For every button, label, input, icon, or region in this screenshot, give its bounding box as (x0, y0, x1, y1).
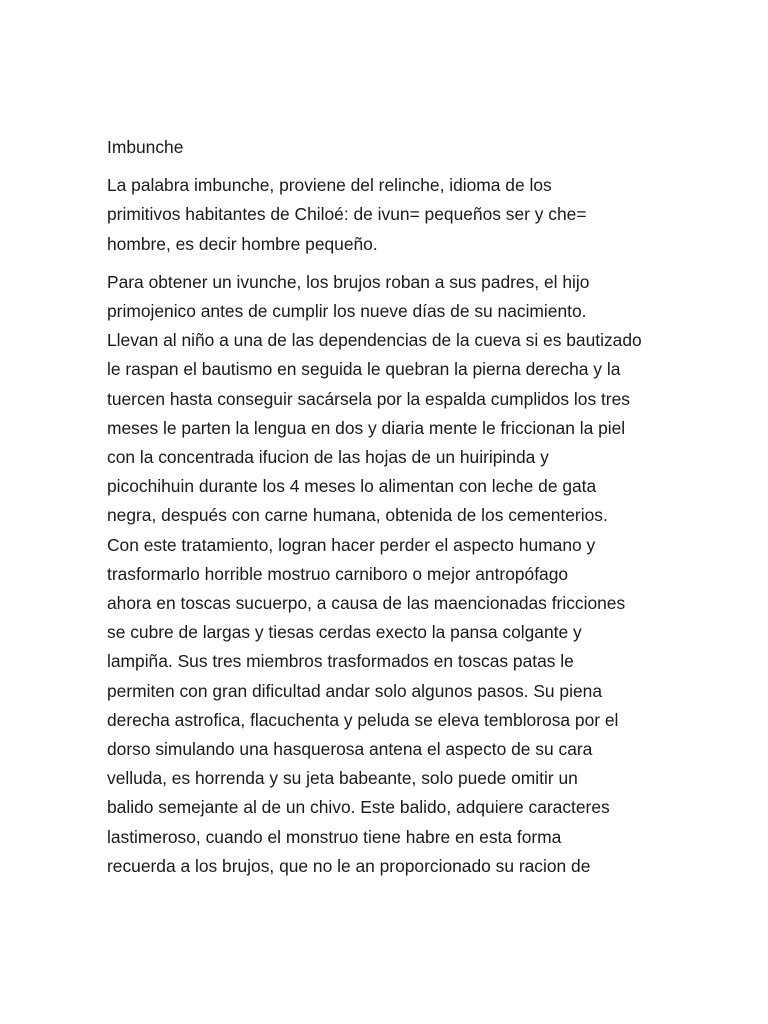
text-line: se cubre de largas y tiesas cerdas execto la pansa colgante y (107, 622, 582, 643)
text-line: balido semejante al de un chivo. Este balido, adquiere caracteres (107, 797, 610, 818)
text-line: con la concentrada ifucion de las hojas de un huiripinda y (107, 447, 549, 468)
text-line: derecha astrofica, flacuchenta y peluda se eleva temblorosa por el (107, 709, 619, 730)
paragraph-1 (107, 171, 667, 259)
text-line: trasformarlo horrible mostruo carniboro o mejor antropófago (107, 563, 569, 584)
text-line: ahora en toscas sucuerpo, a causa de las maencionadas fricciones (107, 593, 626, 614)
text-line: Llevan al niño a una de las dependencias de la cueva si es bautizado (107, 330, 642, 351)
text-line: permiten con gran dificultad andar solo algunos pasos. Su piena (107, 680, 602, 701)
text-line: primitivos habitantes de Chiloé: de ivun= pequeños ser y che= (107, 204, 587, 225)
text-line: recuerda a los brujos, que no le an proporcionado su racion de (107, 855, 591, 876)
text-line: Con este tratamiento, logran hacer perder el aspecto humano y (107, 534, 596, 555)
text-line: tuercen hasta conseguir sacársela por la espalda cumplidos los tres (107, 388, 630, 409)
text-line: dorso simulando una hasquerosa antena el aspecto de su cara (107, 739, 593, 760)
text-line: negra, después con carne humana, obtenida de los cementerios. (107, 505, 608, 526)
document-body (107, 133, 667, 890)
text-line: meses le parten la lengua en dos y diaria mente le friccionan la piel (107, 417, 626, 438)
text-line: lastimeroso, cuando el monstruo tiene habre en esta forma (107, 826, 562, 847)
paragraph-2 (107, 268, 667, 881)
text-line: Para obtener un ivunche, los brujos roban a sus padres, el hijo (107, 271, 590, 292)
text-line: hombre, es decir hombre pequeño. (107, 233, 378, 254)
text-line: le raspan el bautismo en seguida le quebran la pierna derecha y la (107, 359, 621, 380)
text-line: La palabra imbunche, proviene del relinche, idioma de los (107, 175, 552, 196)
text-line: picochihuin durante los 4 meses lo alimentan con leche de gata (107, 476, 597, 497)
text-line: primojenico antes de cumplir los nueve días de su nacimiento. (107, 301, 587, 322)
document-title: Imbunche (107, 137, 184, 157)
text-line: lampiña. Sus tres miembros trasformados en toscas patas le (107, 651, 574, 672)
text-line: velluda, es horrenda y su jeta babeante, solo puede omitir un (107, 768, 578, 789)
